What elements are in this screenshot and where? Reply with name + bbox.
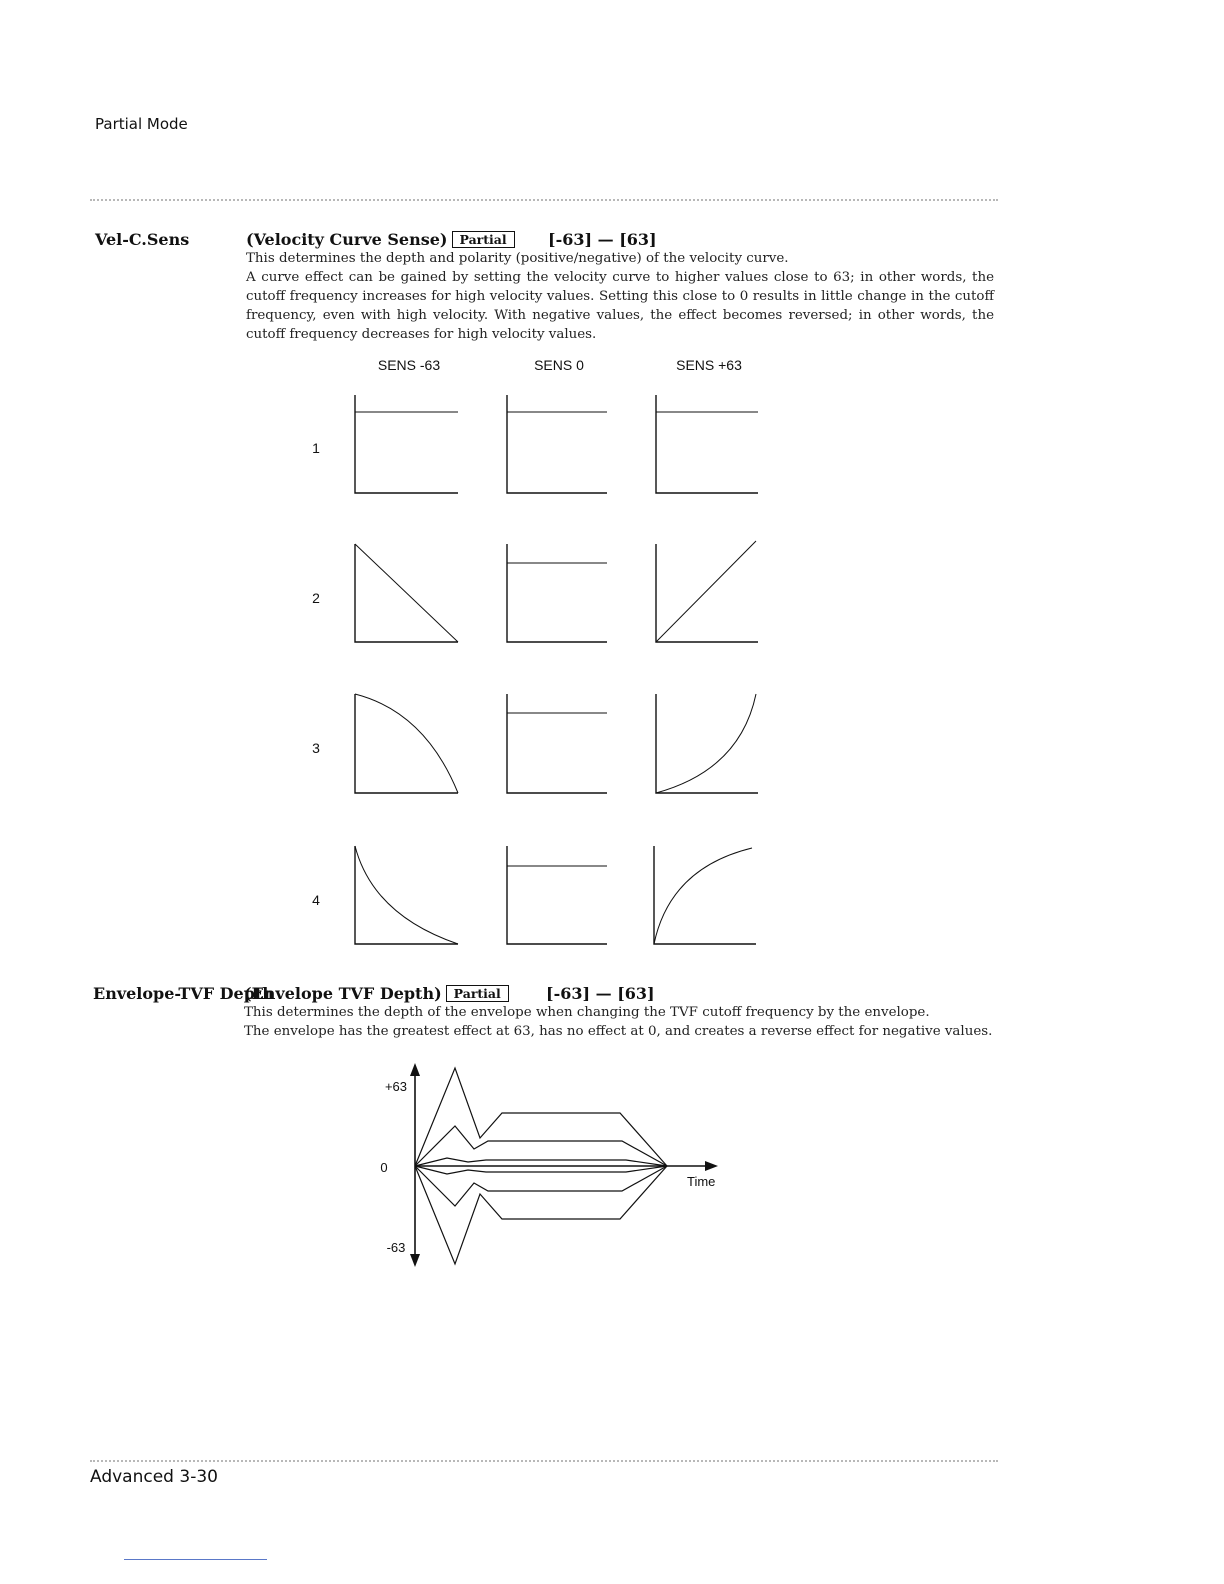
row-label-2: 2	[312, 590, 320, 606]
x-axis-arrow	[705, 1161, 718, 1171]
description-line: A curve effect can be gained by setting the velocity curve to higher values close to 63; in other words, the	[246, 270, 994, 285]
param-term-envelope-tvf-depth: Envelope-TVF Depth	[93, 984, 274, 1003]
row-label-1: 1	[312, 440, 320, 456]
y-label-zero: 0	[380, 1160, 388, 1175]
param-range-vel-c-sens: [-63] — [63]	[548, 230, 657, 249]
envelope-minus-63	[415, 1166, 667, 1264]
x-label-time: Time	[687, 1174, 716, 1189]
param-range-envelope-tvf-depth: [-63] — [63]	[546, 984, 655, 1003]
page-number: Advanced 3-30	[90, 1467, 218, 1487]
description-line: This determines the depth and polarity (positive/negative) of the velocity curve.	[246, 251, 789, 266]
description-line: The envelope has the greatest effect at 63, has no effect at 0, and creates a reverse effect for negative values.	[244, 1024, 993, 1039]
y-axis-arrow-down	[410, 1254, 420, 1267]
envelope-minus-small	[415, 1166, 667, 1174]
row-label-3: 3	[312, 740, 320, 756]
y-label-minus-63: -63	[386, 1240, 406, 1255]
envelope-plus-63	[415, 1068, 667, 1166]
y-axis-arrow-up	[410, 1063, 420, 1076]
column-label-sens-0: SENS 0	[534, 357, 584, 373]
bottom-divider	[90, 1460, 998, 1462]
footnote-rule	[124, 1559, 267, 1560]
description-line: cutoff frequency decreases for high velocity values.	[246, 327, 597, 342]
y-label-plus-63: +63	[384, 1079, 408, 1094]
partial-badge: Partial	[452, 231, 515, 248]
description-line: frequency, even with high velocity. With negative values, the effect becomes reversed; in other words, the	[246, 308, 994, 323]
param-title-text: (Envelope TVF Depth)	[244, 984, 442, 1003]
row-label-4: 4	[312, 892, 320, 908]
envelope-plus-small	[415, 1158, 667, 1166]
partial-badge: Partial	[446, 985, 509, 1002]
column-label-sens-minus-63: SENS -63	[377, 357, 441, 373]
running-header: Partial Mode	[95, 115, 188, 133]
param-term-vel-c-sens: Vel-C.Sens	[95, 230, 190, 249]
description-line: cutoff frequency increases for high velocity values. Setting this close to 0 results in little change in the cutoff	[246, 289, 994, 304]
column-label-sens-plus-63: SENS +63	[676, 357, 742, 373]
param-title-text: (Velocity Curve Sense)	[246, 230, 448, 249]
description-line: This determines the depth of the envelope when changing the TVF cutoff frequency by the envelope.	[244, 1005, 930, 1020]
